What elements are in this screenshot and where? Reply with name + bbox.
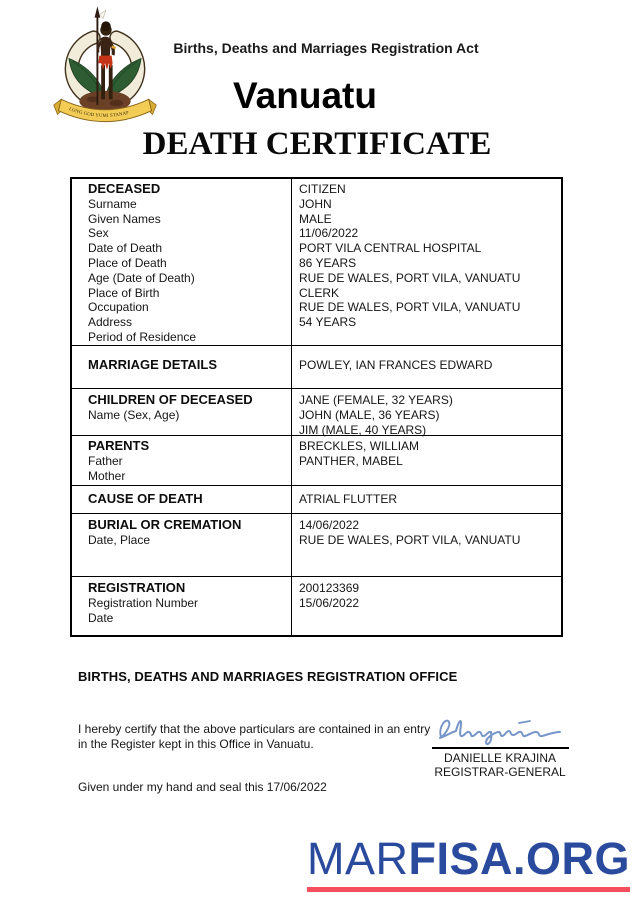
field-value: 11/06/2022 bbox=[299, 226, 359, 241]
section-marriage-details bbox=[72, 345, 561, 388]
label-column bbox=[72, 389, 291, 437]
watermark-text bbox=[306, 833, 630, 884]
act-title: Births, Deaths and Marriages Registration Act bbox=[173, 40, 479, 56]
field-label: Father bbox=[88, 453, 123, 468]
field-label: Name (Sex, Age) bbox=[88, 407, 180, 422]
section-heading: PARENTS bbox=[88, 438, 150, 453]
field-value: 200123369 bbox=[299, 581, 360, 595]
label-column bbox=[72, 486, 291, 513]
field-label: Place of Birth bbox=[88, 285, 160, 300]
signature-block bbox=[420, 711, 580, 779]
section-heading: REGISTRATION bbox=[88, 580, 186, 595]
signatory-name: DANIELLE KRAJINA bbox=[443, 750, 557, 765]
section-burial-or-cremation bbox=[72, 513, 561, 576]
field-value: RUE DE WALES, PORT VILA, VANUATU bbox=[299, 270, 521, 285]
office-title: BIRTHS, DEATHS AND MARRIAGES REGISTRATION OFFICE bbox=[78, 669, 458, 684]
field-value: 54 YEARS bbox=[299, 315, 357, 330]
certify-line-2: in the Register kept in this Office in Vanuatu. bbox=[78, 737, 314, 751]
certify-statement bbox=[78, 722, 450, 752]
registrar-signature-icon bbox=[433, 711, 567, 746]
field-label: Given Names bbox=[88, 211, 161, 226]
value-column bbox=[291, 577, 561, 635]
value-column bbox=[291, 514, 561, 576]
section-cause-of-death bbox=[72, 485, 561, 513]
watermark-text-bold: FISA.ORG bbox=[408, 833, 630, 884]
field-label: Address bbox=[88, 315, 133, 330]
field-value: RUE DE WALES, PORT VILA, VANUATU bbox=[299, 300, 521, 315]
field-label: Date of Death bbox=[88, 241, 163, 256]
field-value: CLERK bbox=[299, 285, 340, 300]
certificate-table bbox=[70, 177, 563, 637]
value-column bbox=[291, 346, 561, 388]
field-value: CITIZEN bbox=[299, 182, 346, 196]
section-parents bbox=[72, 435, 561, 485]
signature-line bbox=[432, 747, 569, 749]
field-label: Registration Number bbox=[88, 595, 199, 610]
section-heading: CHILDREN OF DECEASED bbox=[88, 392, 253, 407]
label-column bbox=[72, 179, 291, 345]
field-value: PANTHER, MABEL bbox=[299, 453, 403, 468]
field-value: RUE DE WALES, PORT VILA, VANUATU bbox=[299, 532, 521, 547]
field-label: Mother bbox=[88, 468, 126, 483]
field-value: PORT VILA CENTRAL HOSPITAL bbox=[299, 241, 482, 256]
value-column bbox=[291, 179, 561, 345]
section-heading: DECEASED bbox=[88, 181, 161, 196]
certificate-title: DEATH CERTIFICATE bbox=[142, 126, 492, 162]
field-label: Occupation bbox=[88, 300, 149, 315]
section-heading: BURIAL OR CREMATION bbox=[88, 517, 242, 532]
field-value: JANE (FEMALE, 32 YEARS) bbox=[299, 393, 453, 407]
watermark-underline bbox=[307, 887, 630, 892]
section-deceased bbox=[72, 179, 561, 345]
field-value: MALE bbox=[299, 211, 332, 226]
section-heading: MARRIAGE DETAILS bbox=[88, 357, 218, 372]
label-column bbox=[72, 346, 291, 388]
field-value: 14/06/2022 bbox=[299, 518, 360, 532]
field-value: ATRIAL FLUTTER bbox=[299, 492, 398, 506]
field-value: JOHN bbox=[299, 196, 332, 211]
field-label: Surname bbox=[88, 196, 137, 211]
certify-line-1: I hereby certify that the above particulars are contained in an entry bbox=[78, 722, 431, 736]
country-title: Vanuatu bbox=[233, 75, 377, 116]
field-value: JOHN (MALE, 36 YEARS) bbox=[299, 407, 440, 422]
watermark-text-light: MAR bbox=[306, 833, 409, 884]
field-label: Period of Residence bbox=[88, 329, 197, 344]
section-heading: CAUSE OF DEATH bbox=[88, 491, 203, 506]
field-label: Date, Place bbox=[88, 532, 151, 547]
section-registration bbox=[72, 576, 561, 635]
field-value: BRECKLES, WILLIAM bbox=[299, 439, 420, 453]
marfisa-watermark bbox=[306, 833, 630, 892]
given-under-hand-text: Given under my hand and seal this 17/06/2022 bbox=[78, 780, 327, 794]
field-label: Date bbox=[88, 610, 114, 625]
field-value: 86 YEARS bbox=[299, 255, 357, 270]
field-label: Sex bbox=[88, 226, 109, 241]
field-value: POWLEY, IAN FRANCES EDWARD bbox=[299, 358, 493, 372]
label-column bbox=[72, 577, 291, 635]
value-column bbox=[291, 486, 561, 513]
signatory-title: REGISTRAR-GENERAL bbox=[434, 764, 566, 779]
value-column bbox=[291, 389, 561, 437]
field-value: JIM (MALE, 40 YEARS) bbox=[299, 422, 427, 437]
field-label: Age (Date of Death) bbox=[88, 270, 195, 285]
label-column bbox=[72, 436, 291, 485]
emblem-motto-text: LONG GOD YUMI STANAP bbox=[68, 106, 130, 119]
section-children bbox=[72, 388, 561, 435]
value-column bbox=[291, 436, 561, 485]
field-label: Place of Death bbox=[88, 255, 167, 270]
label-column bbox=[72, 514, 291, 576]
field-value: 15/06/2022 bbox=[299, 595, 360, 610]
